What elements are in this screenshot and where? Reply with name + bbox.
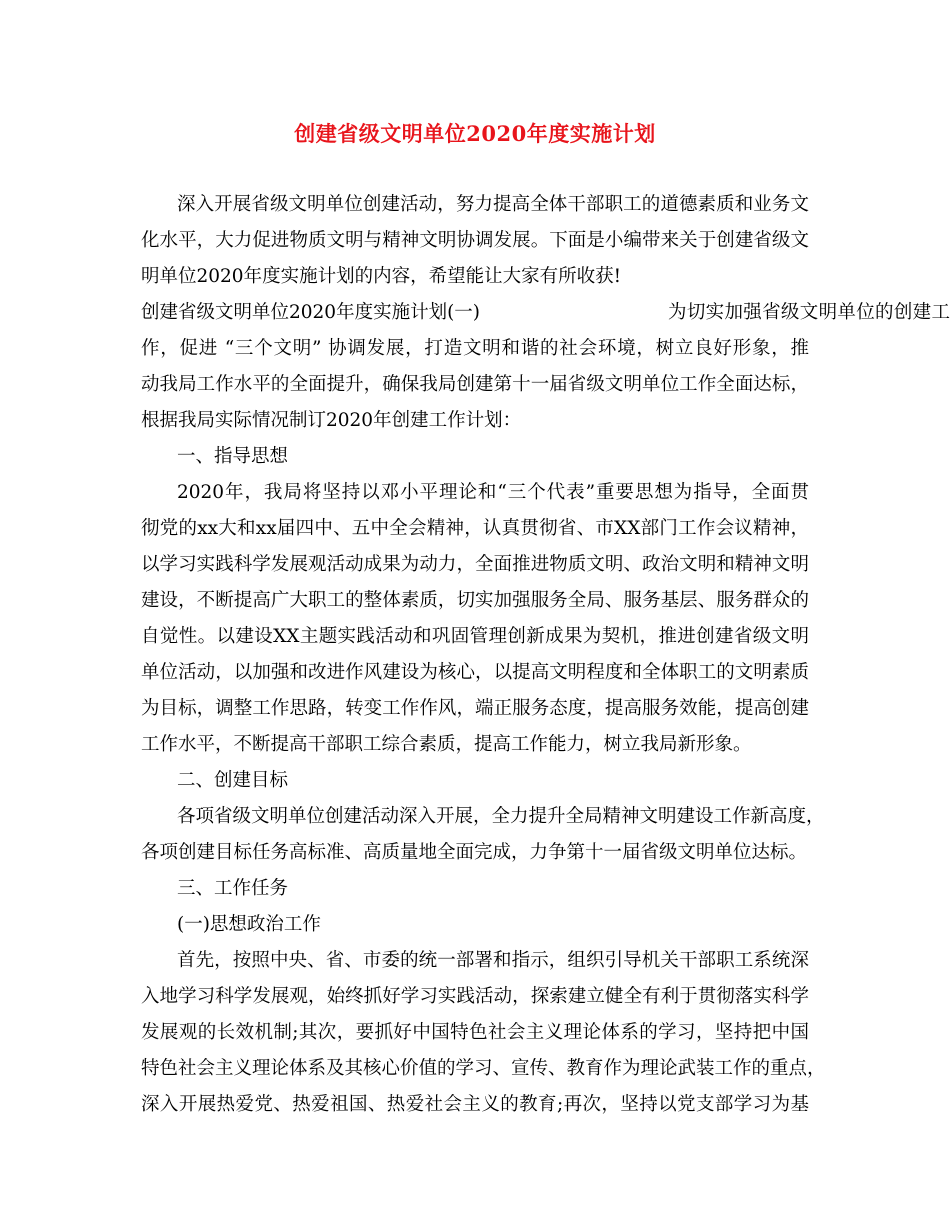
body-line: 2020年，我局将坚持以邓小平理论和“三个代表”重要思想为指导，全面贯 <box>177 482 809 503</box>
heading-goals: 二、创建目标 <box>177 770 289 791</box>
body-line: 单位活动，以加强和改进作风建设为核心，以提高文明程度和全体职工的文明素质 <box>141 662 809 683</box>
section-heading: 创建省级文明单位2020年度实施计划(一) <box>141 302 481 323</box>
body-line: 以学习实践科学发展观活动成果为动力，全面推进物质文明、政治文明和精神文明 <box>141 554 809 575</box>
body-line: 深入开展热爱党、热爱祖国、热爱社会主义的教育;再次，坚持以党支部学习为基 <box>141 1094 809 1115</box>
subheading-political-work: (一)思想政治工作 <box>177 914 321 935</box>
body-line: 作，促进 “三个文明” 协调发展，打造文明和谐的社会环境，树立良好形象，推 <box>141 338 809 359</box>
intro-line-2: 化水平，大力促进物质文明与精神文明协调发展。下面是小编带来关于创建省级文 <box>141 230 809 251</box>
body-line: 发展观的长效机制;其次，要抓好中国特色社会主义理论体系的学习，坚持把中国 <box>141 1022 809 1043</box>
heading-guiding-thought: 一、指导思想 <box>177 446 289 467</box>
body-line: 建设，不断提高广大职工的整体素质，切实加强服务全局、服务基层、服务群众的 <box>141 590 809 611</box>
body-line: 工作水平，不断提高干部职工综合素质，提高工作能力，树立我局新形象。 <box>141 734 752 755</box>
body-line: 入地学习科学发展观，始终抓好学习实践活动，探索建立健全有利于贯彻落实科学 <box>141 986 809 1007</box>
document-title: 创建省级文明单位2020年度实施计划 <box>294 121 656 146</box>
body-line: 自觉性。以建设XX主题实践活动和巩固管理创新成果为契机，推进创建省级文明 <box>141 626 809 647</box>
heading-tasks: 三、工作任务 <box>177 878 289 899</box>
body-line: 动我局工作水平的全面提升，确保我局创建第十一届省级文明单位工作全面达标， <box>141 374 809 395</box>
body-line: 根据我局实际情况制订2020年创建工作计划： <box>141 410 522 431</box>
paragraph-start: 为切实加强省级文明单位的创建工 <box>668 302 950 323</box>
body-line: 为目标，调整工作思路，转变工作作风，端正服务态度，提高服务效能，提高创建 <box>141 698 809 719</box>
intro-line-1: 深入开展省级文明单位创建活动，努力提高全体干部职工的道德素质和业务文 <box>177 194 809 215</box>
intro-line-3: 明单位2020年度实施计划的内容，希望能让大家有所收获! <box>141 266 622 287</box>
body-line: 各项省级文明单位创建活动深入开展，全力提升全局精神文明建设工作新高度， <box>177 806 825 827</box>
body-line: 各项创建目标任务高标准、高质量地全面完成，力争第十一届省级文明单位达标。 <box>141 842 808 863</box>
body-line: 首先，按照中央、省、市委的统一部署和指示，组织引导机关干部职工系统深 <box>177 950 809 971</box>
body-line: 彻党的xx大和xx届四中、五中全会精神，认真贯彻省、市XX部门工作会议精神， <box>141 518 809 539</box>
section-heading-line <box>141 295 950 331</box>
body-line: 特色社会主义理论体系及其核心价值的学习、宣传、教育作为理论武装工作的重点， <box>141 1058 826 1079</box>
